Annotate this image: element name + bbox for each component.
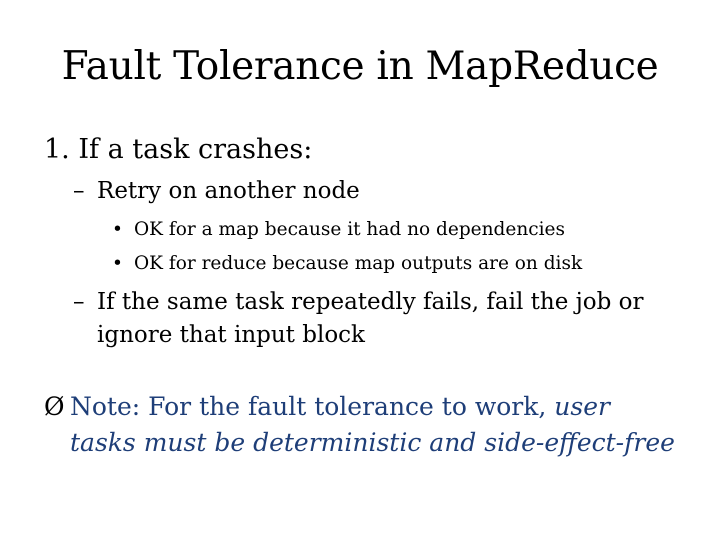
sub-point-repeated-fail-cont — [97, 318, 365, 352]
slide-title: Fault Tolerance in MapReduce — [61, 44, 659, 89]
arrow-bullet-icon: Ø — [44, 392, 65, 421]
point-1: 1. If a task crashes: — [44, 134, 313, 165]
note-emphasis-line1: user — [554, 392, 610, 421]
sub-point-retry-text: Retry on another node — [97, 178, 360, 204]
sub-point-retry — [73, 174, 360, 208]
dash-marker: – — [73, 178, 85, 204]
sub-point-repeated-fail — [73, 285, 643, 319]
bullet-reduce-text: OK for reduce because map outputs are on disk — [134, 253, 583, 274]
bullet-map-text: OK for a map because it had no dependencies — [134, 219, 565, 240]
bullet-map — [112, 216, 565, 244]
dash-marker: – — [73, 289, 85, 315]
note-emphasis-line2: tasks must be deterministic and side-effect-free — [70, 428, 675, 457]
bullet-marker: • — [112, 253, 123, 274]
note-text: Note: For the fault tolerance to work, — [70, 392, 555, 421]
note-block — [44, 389, 694, 461]
bullet-reduce — [112, 250, 582, 278]
bullet-marker: • — [112, 219, 123, 240]
sub-point-repeated-fail-line2: ignore that input block — [97, 322, 365, 348]
sub-point-repeated-fail-line1: If the same task repeatedly fails, fail the job or — [97, 289, 644, 315]
